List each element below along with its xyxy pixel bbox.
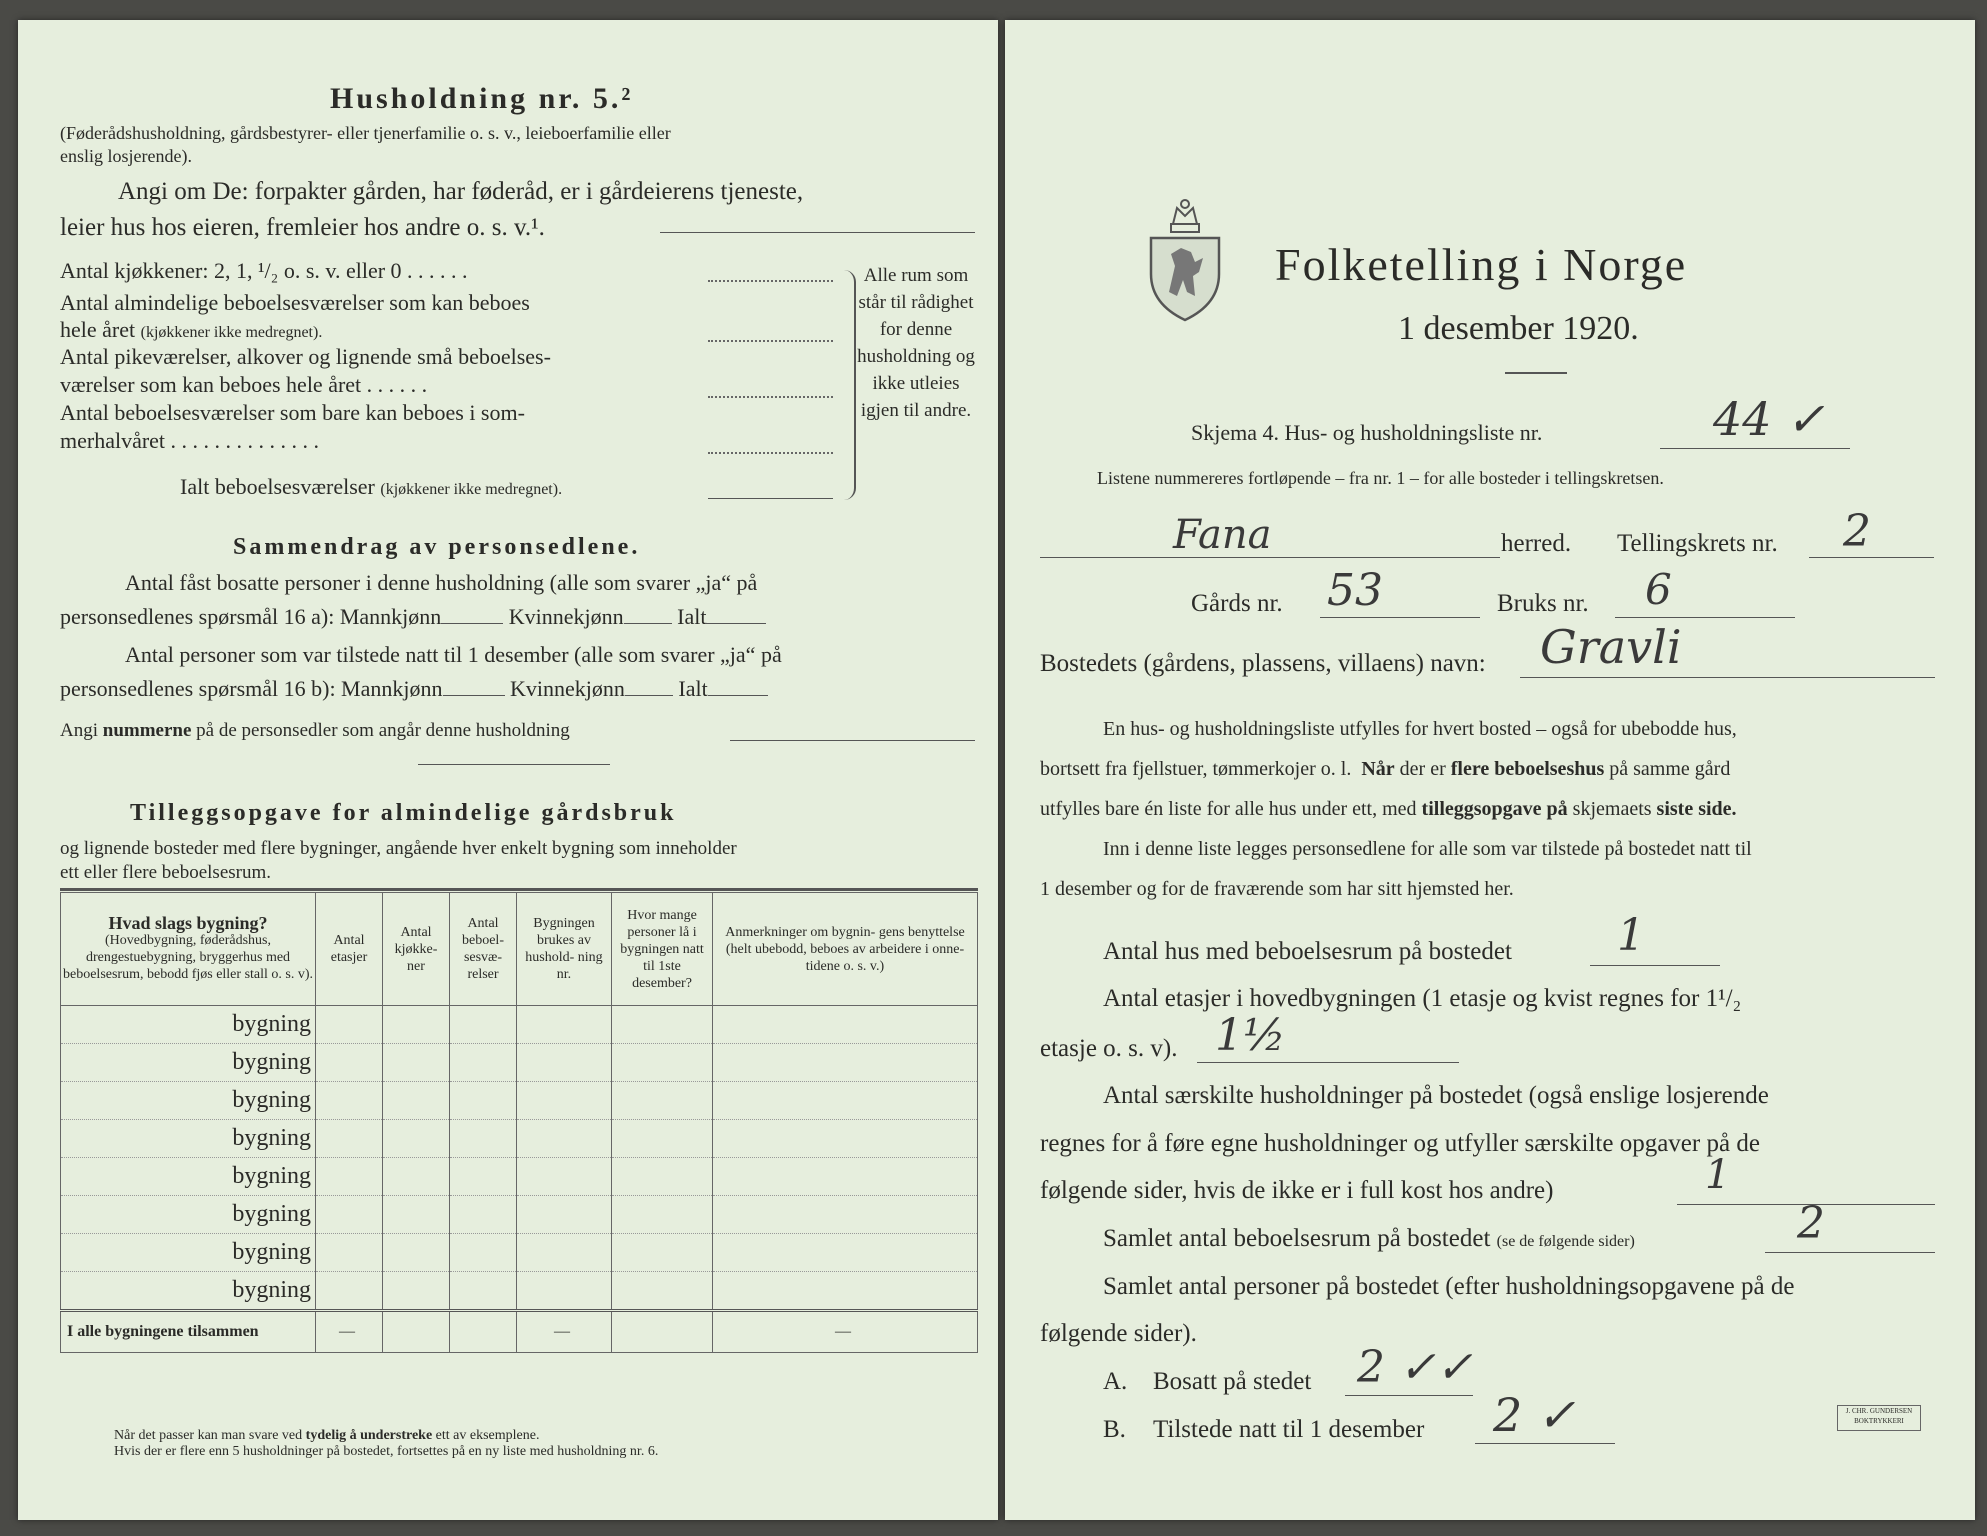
census-title: Folketelling i Norge (1275, 239, 1688, 290)
brace-note: Alle rum som står til rådighet for denne husholdning og ikke utleies igjen til andre. (857, 265, 975, 421)
table-row (61, 1158, 978, 1196)
hus-label: Antal hus med beboelsesrum på bostedet (1103, 938, 1512, 965)
nummerne-line: Angi nummerne på de personsedler som angår denne husholdning (60, 720, 570, 741)
skjema-number: 44 ✓ (1713, 392, 1825, 446)
census-date: 1 desember 1920. (1398, 310, 1639, 347)
row-label: bygning (61, 1006, 316, 1044)
sum-label: I alle bygningene tilsammen (61, 1311, 316, 1353)
a-label: A. (1103, 1368, 1128, 1395)
personer-line-1: Samlet antal personer på bostedet (efter husholdningsopgavene på de (1103, 1273, 1795, 1300)
household-subtitle: (Føderådshusholdning, gårdsbestyrer- eller tjenerfamilie o. s. v., leieboerfamilie eller (60, 123, 671, 143)
table-row (61, 1044, 978, 1082)
fast-bosatte-line-1: Antal fåst bosatte personer i denne husholdning (alle som svarer „ja“ på (125, 570, 758, 595)
printer-stamp: J. CHR. GUNDERSEN BOKTRYKKERI (1837, 1405, 1921, 1431)
tillegg-line-2: ett eller flere beboelsesrum. (60, 862, 272, 883)
footnote-2: Hvis der er flere enn 5 husholdninger på bostedet, fortsettes på en ny liste med husholdning nr. 6. (114, 1444, 659, 1459)
table-row (61, 1234, 978, 1272)
gards-label: Gårds nr. (1191, 590, 1283, 617)
sarskilte-line-1: Antal særskilte husholdninger på bostedet (også enslige losjerende (1103, 1082, 1769, 1109)
row-label: bygning (61, 1158, 316, 1196)
row-label: bygning (61, 1120, 316, 1158)
col-header-etasjer: Antal etasjer (316, 893, 383, 1006)
coat-of-arms-icon (1145, 196, 1225, 326)
row-label: bygning (61, 1234, 316, 1272)
skjema-label: Skjema 4. Hus- og husholdningsliste nr. (1191, 420, 1543, 445)
etasjer-line-1: Antal etasjer i hovedbygningen (1 etasje og kvist regnes for 1¹/₂ (1103, 985, 1742, 1012)
bruks-value: 6 (1645, 565, 1672, 614)
etasjer-value: 1½ (1215, 1010, 1286, 1061)
gards-value: 53 (1327, 565, 1383, 616)
right-page (1005, 20, 1975, 1520)
row-label: bygning (61, 1272, 316, 1311)
sarskilte-line-2: regnes for å føre egne husholdninger og utfyller særskilte opgaver på de (1040, 1130, 1760, 1157)
brace (840, 270, 856, 500)
ialt-label: Ialt beboelsesværelser (kjøkkener ikke medregnet). (180, 474, 563, 499)
pikevaerelser-label: Antal pikeværelser, alkover og lignende små beboelses- (60, 344, 551, 369)
kjokkener-label: Antal kjøkkener: 2, 1, ¹/₂ o. s. v. eller 0 . . . . . . (60, 258, 468, 283)
tillegg-title: Tilleggsopgave for almindelige gårdsbruk (130, 800, 677, 826)
bosatt-label: Bosatt på stedet (1153, 1368, 1312, 1395)
row-label: bygning (61, 1082, 316, 1120)
table-row (61, 1082, 978, 1120)
fast-bosatte-line-2: personsedlenes spørsmål 16 a): Mannkjønn Kvinnekjønn Ialt (60, 604, 766, 630)
instructions-1-line-2: bortsett fra fjellstuer, tømmerkojer o. l. Når der er flere beboelseshus på samme gård (1040, 758, 1731, 780)
left-page (18, 20, 998, 1520)
almindelige-label: Antal almindelige beboelsesværelser som kan beboes (60, 290, 530, 315)
bruks-label: Bruks nr. (1497, 590, 1589, 617)
tilstede-label: Tilstede natt til 1 desember (1153, 1416, 1425, 1443)
col-header-building: Hvad slags bygning? (Hovedbygning, føderådshus, drengestuebygning, bryggerhus med beboelsesrum, bebodd fjøs eller stall o. s. v). (61, 893, 316, 1006)
table-sum-row: I alle bygningene tilsammen — — — (61, 1311, 978, 1353)
herred-value: Fana (1173, 512, 1272, 558)
tellingskrets-label: Tellingskrets nr. (1617, 530, 1778, 557)
col-header-vaerelser: Antal beboel- sesvæ- relser (450, 893, 517, 1006)
col-header-anmerkninger: Anmerkninger om bygnin- gens benyttelse (helt ubebodd, beboes av arbeidere i onne- tidene o. s. v.) (713, 893, 978, 1006)
rum-value: 2 (1797, 1198, 1825, 1249)
personer-line-2: følgende sider). (1040, 1320, 1197, 1347)
row-label: bygning (61, 1044, 316, 1082)
hus-value: 1 (1617, 910, 1645, 961)
etasjer-line-2: etasje o. s. v). (1040, 1035, 1178, 1062)
tilstede-line-1: Antal personer som var tilstede natt til 1 desember (alle som svarer „ja“ på (125, 642, 782, 667)
sammendrag-title: Sammendrag av personsedlene. (233, 534, 641, 560)
sommer-label: Antal beboelsesværelser som bare kan beboes i som- (60, 400, 525, 425)
tillegg-line-1: og lignende bosteder med flere bygninger, angående hver enkelt bygning som inneholder (60, 838, 737, 859)
listene-note: Listene nummereres fortløpende – fra nr. 1 – for alle bosteder i tellingskretsen. (1097, 468, 1664, 488)
col-header-personer: Hvor mange personer lå i bygningen natt til 1ste desember? (612, 893, 713, 1006)
rum-label: Samlet antal beboelsesrum på bostedet (se de følgende sider) (1103, 1225, 1635, 1252)
building-table (60, 892, 978, 1353)
almindelige-label-2: hele året (kjøkkener ikke medregnet). (60, 317, 323, 342)
sarskilte-line-3: følgende sider, hvis de ikke er i full kost hos andre) (1040, 1177, 1554, 1204)
herred-label: herred. (1501, 530, 1572, 557)
table-row (61, 1272, 978, 1311)
household-title: Husholdning nr. 5.² (330, 82, 634, 115)
bosted-value: Gravli (1540, 620, 1682, 674)
sommer-label-2: merhalvåret . . . . . . . . . . . . . . (60, 428, 320, 453)
col-header-husholdning: Bygningen brukes av hushold- ning nr. (517, 893, 612, 1006)
row-label: bygning (61, 1196, 316, 1234)
col-header-kjokkener: Antal kjøkke- ner (383, 893, 450, 1006)
instructions-2-line-1: Inn i denne liste legges personsedlene for alle som var tilstede på bostedet natt til (1103, 838, 1752, 860)
instructions-1-line-3: utfylles bare én liste for alle hus under ett, med tilleggsopgave på skjemaets siste side. (1040, 798, 1737, 820)
pikevaerelser-label-2: værelser som kan beboes hele året . . . . . . (60, 372, 428, 397)
tilstede-value: 2 ✓ (1493, 1388, 1576, 1442)
sarskilte-value: 1 (1705, 1152, 1731, 1198)
tilstede-line-2: personsedlenes spørsmål 16 b): Mannkjønn Kvinnekjønn Ialt (60, 676, 768, 702)
tellingskrets-value: 2 (1843, 506, 1871, 557)
footnote-1: Når det passer kan man svare ved tydelig å understreke ett av eksemplene. (114, 1428, 540, 1443)
angi-line-2: leier hus hos eieren, fremleier hos andre o. s. v.¹. (60, 214, 545, 241)
table-row (61, 1006, 978, 1044)
bosted-label: Bostedets (gårdens, plassens, villaens) navn: (1040, 650, 1486, 677)
angi-line-1: Angi om De: forpakter gården, har føderåd, er i gårdeierens tjeneste, (118, 178, 804, 205)
b-label: B. (1103, 1416, 1126, 1443)
household-subtitle-2: enslig losjerende). (60, 146, 192, 166)
table-row (61, 1196, 978, 1234)
instructions-1-line-1: En hus- og husholdningsliste utfylles for hvert bosted – også for ubebodde hus, (1103, 718, 1737, 740)
table-row (61, 1120, 978, 1158)
bosatt-value: 2 ✓✓ (1357, 1342, 1473, 1393)
instructions-2-line-2: 1 desember og for de fraværende som har sitt hjemsted her. (1040, 878, 1514, 900)
